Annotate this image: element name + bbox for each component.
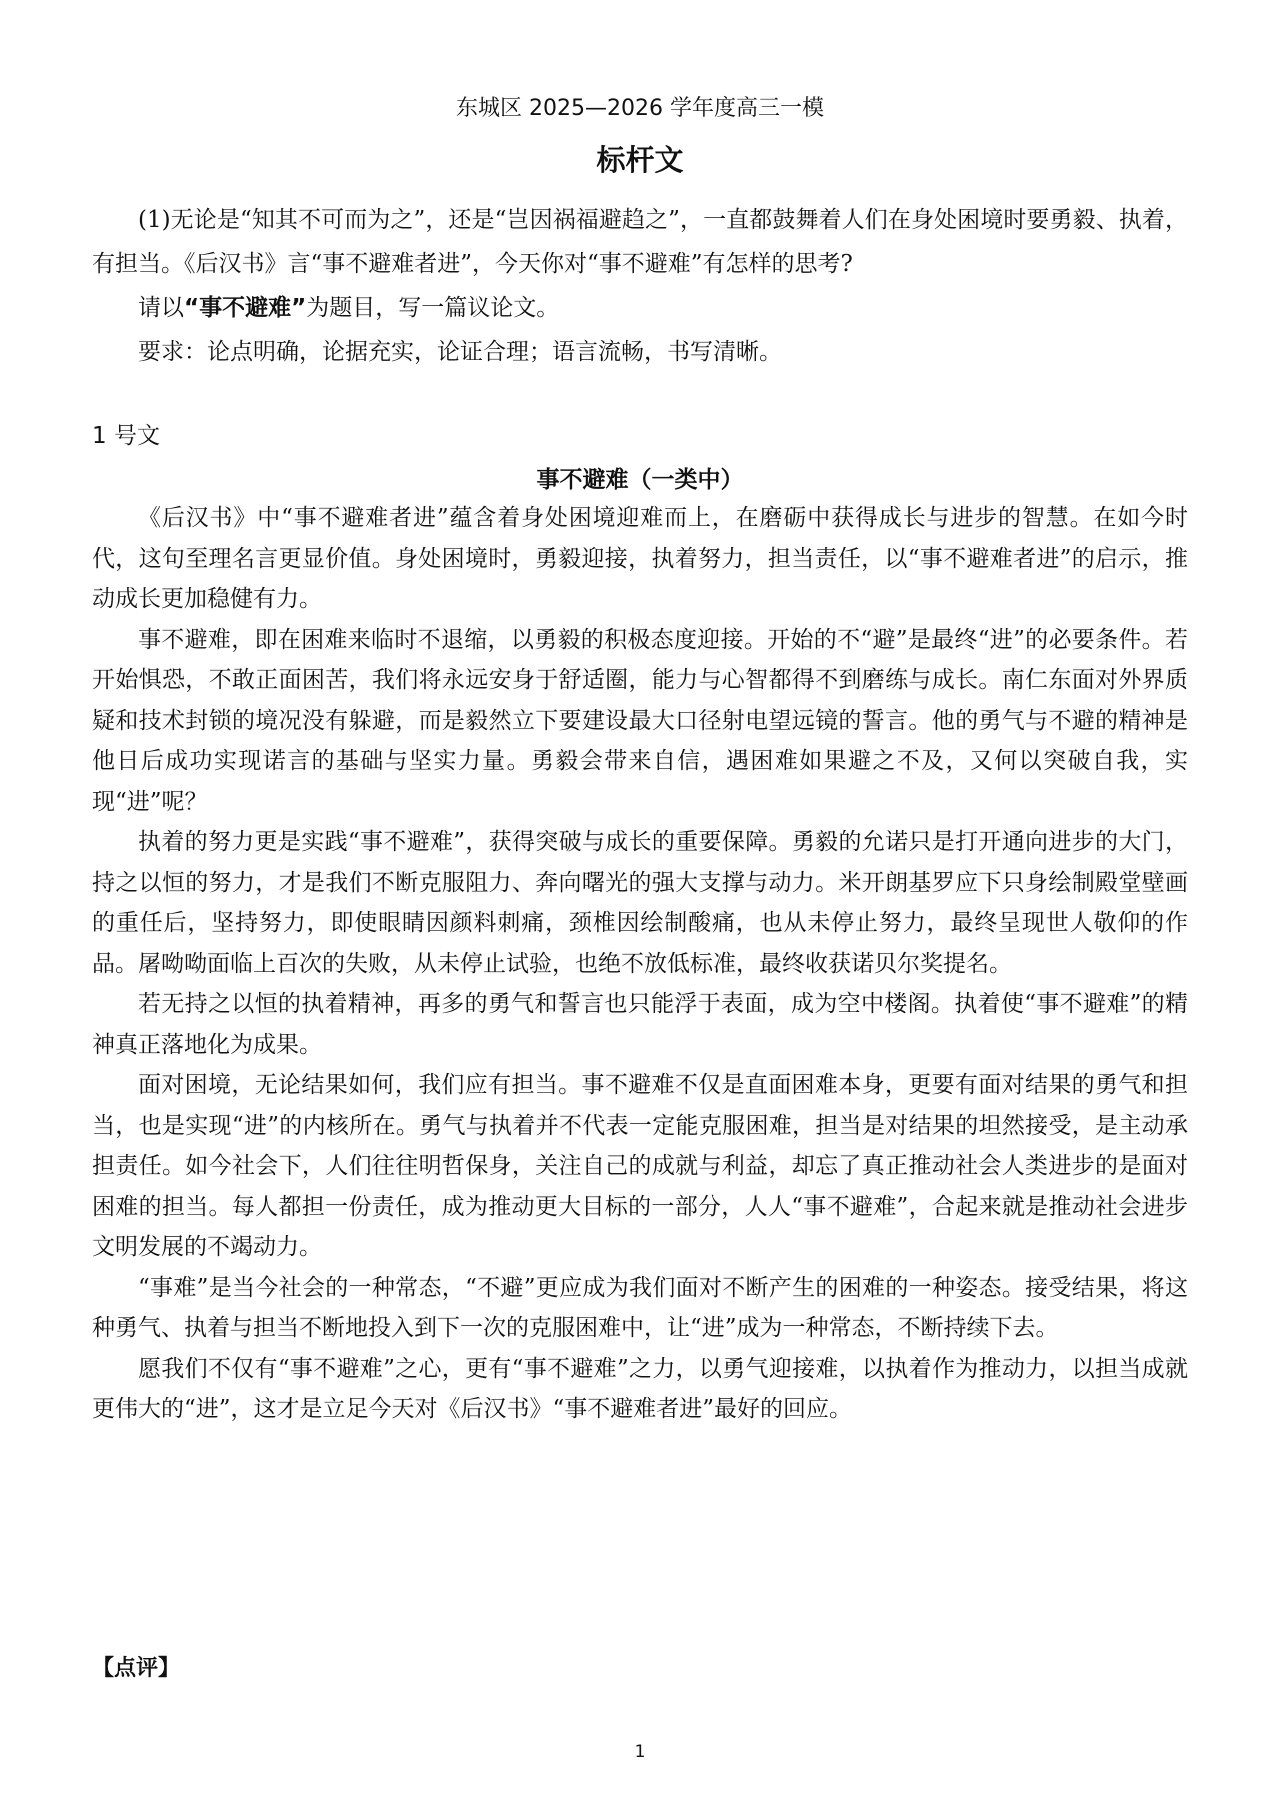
review-label: 【点评】: [92, 1655, 181, 1681]
instruction-topic: “事不避难”: [184, 295, 307, 321]
writing-prompt: [92, 198, 1188, 374]
essay-body: [92, 498, 1188, 1430]
essay-paragraph: “事难”是当今社会的一种常态，“不避”更应成为我们面对不断产生的困难的一种姿态。接受结果，将这种勇气、执着与担当不断地投入到下一次的克服困难中，让“进”成为一种常态，不断持续下去。: [92, 1274, 1188, 1341]
prompt-paragraph: (1)无论是“知其不可而为之”，还是“岂因祸福避趋之”，一直都鼓舞着人们在身处困境时要勇毅、执着，有担当。《后汉书》言“事不避难者进”，今天你对“事不避难”有怎样的思考?: [92, 207, 1188, 277]
essay-paragraph: 《后汉书》中“事不避难者进”蕴含着身处困境迎难而上，在磨砺中获得成长与进步的智慧。在如今时代，这句至理名言更显价值。身处困境时，勇毅迎接，执着努力，担当责任，以“事不避难者进”的启示，推动成长更加稳健有力。: [92, 505, 1188, 612]
essay-paragraph: 面对困境，无论结果如何，我们应有担当。事不避难不仅是直面困难本身，更要有面对结果的勇气和担当，也是实现“进”的内核所在。勇气与执着并不代表一定能克服困难，担当是对结果的坦然接受，是主动承担责任。如今社会下，人们往往明哲保身，关注自己的成就与利益，却忘了真正推动社会人类进步的是面对困难的担当。每人都担一份责任，成为推动更大目标的一部分，人人“事不避难”，合起来就是推动社会进步文明发展的不竭动力。: [92, 1072, 1188, 1260]
document-title: 标杆文: [596, 143, 684, 177]
essay-paragraph: 执着的努力更是实践“事不避难”，获得突破与成长的重要保障。勇毅的允诺只是打开通向进步的大门，持之以恒的努力，才是我们不断克服阻力、奔向曙光的强大支撑与动力。米开朗基罗应下只身绘制殿堂壁画的重任后，坚持努力，即使眼睛因颜料刺痛，颈椎因绘制酸痛，也从未停止努力，最终呈现世人敬仰的作品。屠呦呦面临上百次的失败，从未停止试验，也绝不放低标准，最终收获诺贝尔奖提名。: [92, 829, 1188, 977]
exam-header: 东城区 2025—2026 学年度高三一模: [456, 96, 824, 121]
page-number: 1: [634, 1742, 646, 1762]
instruction-before: 请以: [138, 295, 184, 321]
prompt-requirements: 要求：论点明确，论据充实，论证合理；语言流畅，书写清晰。: [138, 339, 782, 365]
essay-paragraph: 若无持之以恒的执着精神，再多的勇气和誓言也只能浮于表面，成为空中楼阁。执着使“事不避难”的精神真正落地化为成果。: [92, 991, 1188, 1058]
essay-paragraph: 事不避难，即在困难来临时不退缩，以勇毅的积极态度迎接。开始的不“避”是最终“进”的必要条件。若开始惧恐，不敢正面困苦，我们将永远安身于舒适圈，能力与心智都得不到磨练与成长。南仁东面对外界质疑和技术封锁的境况没有躲避，而是毅然立下要建设最大口径射电望远镜的誓言。他的勇气与不避的精神是他日后成功实现诺言的基础与坚实力量。勇毅会带来自信，遇困难如果避之不及，又何以突破自我，实现“进”呢？: [92, 626, 1188, 815]
essay-number-label: 1 号文: [92, 423, 160, 449]
essay-title: 事不避难（一类中）: [536, 467, 744, 493]
prompt-instruction: [92, 286, 1188, 330]
essay-paragraph: 愿我们不仅有“事不避难”之心，更有“事不避难”之力，以勇气迎接难，以执着作为推动力，以担当成就更伟大的“进”，这才是立足今天对《后汉书》“事不避难者进”最好的回应。: [92, 1355, 1188, 1422]
instruction-after: 为题目，写一篇议论文。: [306, 295, 560, 321]
